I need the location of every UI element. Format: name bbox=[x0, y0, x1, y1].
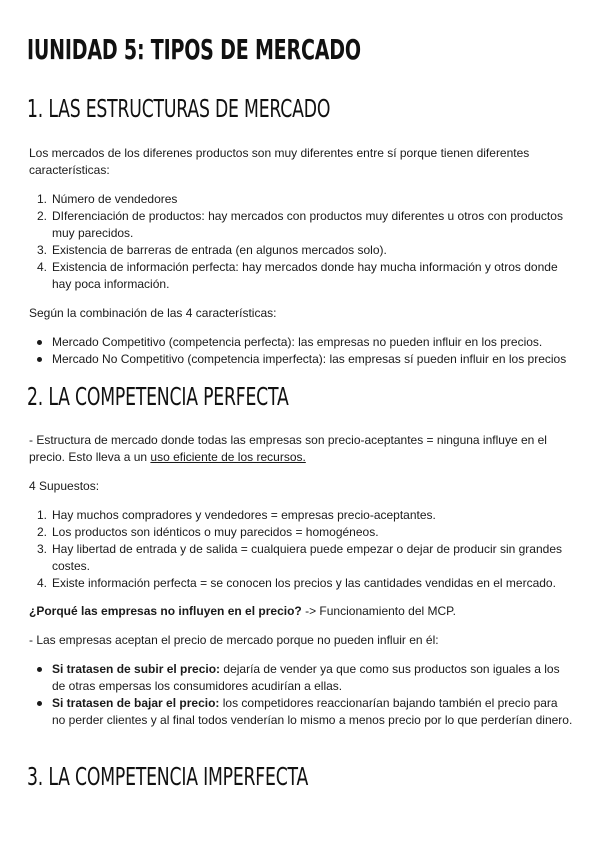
accept-text: - Las empresas aceptan el precio de mercado porque no pueden influir en él: bbox=[29, 633, 439, 647]
list-number: 4. bbox=[36, 576, 47, 590]
list-item-text: Mercado Competitivo (competencia perfecta): las empresas no pueden influir en los precios. bbox=[52, 335, 543, 349]
list-item-text: Los productos son idénticos o muy parecidos = homogéneos. bbox=[52, 525, 379, 539]
list-item-text: DIferenciación de productos: hay mercados con productos muy diferentes u otros con productos muy parecidos. bbox=[52, 209, 563, 240]
list-item bbox=[29, 524, 574, 541]
list-item bbox=[29, 695, 574, 729]
definition-underlined: uso eficiente de los recursos. bbox=[150, 450, 306, 464]
bullet-dot bbox=[37, 340, 42, 345]
document-title: IUNIDAD 5: TIPOS DE MERCADO bbox=[27, 33, 361, 66]
list-number: 2. bbox=[36, 209, 47, 223]
supuestos-label: 4 Supuestos: bbox=[29, 479, 100, 493]
list-item-text: Número de vendedores bbox=[52, 192, 178, 206]
section-1-heading: 1. LAS ESTRUCTURAS DE MERCADO bbox=[27, 94, 331, 123]
characteristics-list bbox=[29, 191, 574, 293]
bullet-dot bbox=[37, 667, 42, 672]
list-item-text: Existencia de barreras de entrada (en algunos mercados solo). bbox=[52, 243, 387, 257]
list-item bbox=[29, 507, 574, 524]
market-types-list bbox=[29, 334, 574, 368]
list-item bbox=[29, 208, 574, 242]
list-item-text: Hay muchos compradores y vendedores = empresas precio-aceptantes. bbox=[52, 508, 436, 522]
list-item-text: los competidores reaccionarían bajando también el precio para no perder clientes y al final todos venderían lo mismo a menos precio por lo que perderían dinero. bbox=[52, 696, 573, 727]
question-rest: -> Funcionamiento del MCP. bbox=[301, 604, 456, 618]
list-number: 3. bbox=[36, 542, 47, 556]
list-item bbox=[29, 259, 574, 293]
bullet-dot bbox=[37, 701, 42, 706]
list-item bbox=[29, 661, 574, 695]
list-item bbox=[29, 351, 574, 368]
section-1-intro: Los mercados de los diferenes productos son muy diferentes entre sí porque tienen diferentes características: bbox=[29, 146, 530, 177]
section-3-heading: 3. LA COMPETENCIA IMPERFECTA bbox=[27, 762, 309, 791]
list-item bbox=[29, 541, 574, 575]
list-item-text: Hay libertad de entrada y de salida = cualquiera puede empezar o dejar de producir sin grandes costes. bbox=[52, 542, 562, 573]
list-number: 2. bbox=[36, 525, 47, 539]
list-item bbox=[29, 242, 574, 259]
list-item bbox=[29, 575, 574, 592]
list-item-text: Mercado No Competitivo (competencia imperfecta): las empresas sí pueden influir en los precios bbox=[52, 352, 567, 366]
list-number: 4. bbox=[36, 260, 47, 274]
list-item-text: dejaría de vender ya que como sus productos son iguales a los de otras empersas los consumidores acudirían a ellas. bbox=[52, 662, 560, 693]
list-item-text: Existencia de información perfecta: hay mercados donde hay mucha información y otros donde hay poca información. bbox=[52, 260, 558, 291]
section-2-heading: 2. LA COMPETENCIA PERFECTA bbox=[27, 382, 289, 411]
list-item bbox=[29, 191, 574, 208]
section-2-definition bbox=[29, 432, 574, 466]
combination-text: Según la combinación de las 4 características: bbox=[29, 306, 277, 320]
list-number: 1. bbox=[36, 192, 47, 206]
definition-text: - Estructura de mercado donde todas las empresas son precio-aceptantes = ninguna influye en el precio. Esto lleva a un bbox=[29, 433, 547, 464]
list-item-bold: Si tratasen de subir el precio: bbox=[52, 662, 221, 676]
list-item bbox=[29, 334, 574, 351]
list-number: 3. bbox=[36, 243, 47, 257]
list-item-bold: Si tratasen de bajar el precio: bbox=[52, 696, 220, 710]
list-number: 1. bbox=[36, 508, 47, 522]
list-item-text: Existe información perfecta = se conocen los precios y las cantidades vendidas en el mercado. bbox=[52, 576, 556, 590]
bullet-dot bbox=[37, 357, 42, 362]
question-bold: ¿Porqué las empresas no influyen en el precio? bbox=[29, 604, 302, 618]
price-behavior-list bbox=[29, 661, 574, 729]
question-line bbox=[29, 603, 574, 620]
supuestos-list bbox=[29, 507, 574, 592]
